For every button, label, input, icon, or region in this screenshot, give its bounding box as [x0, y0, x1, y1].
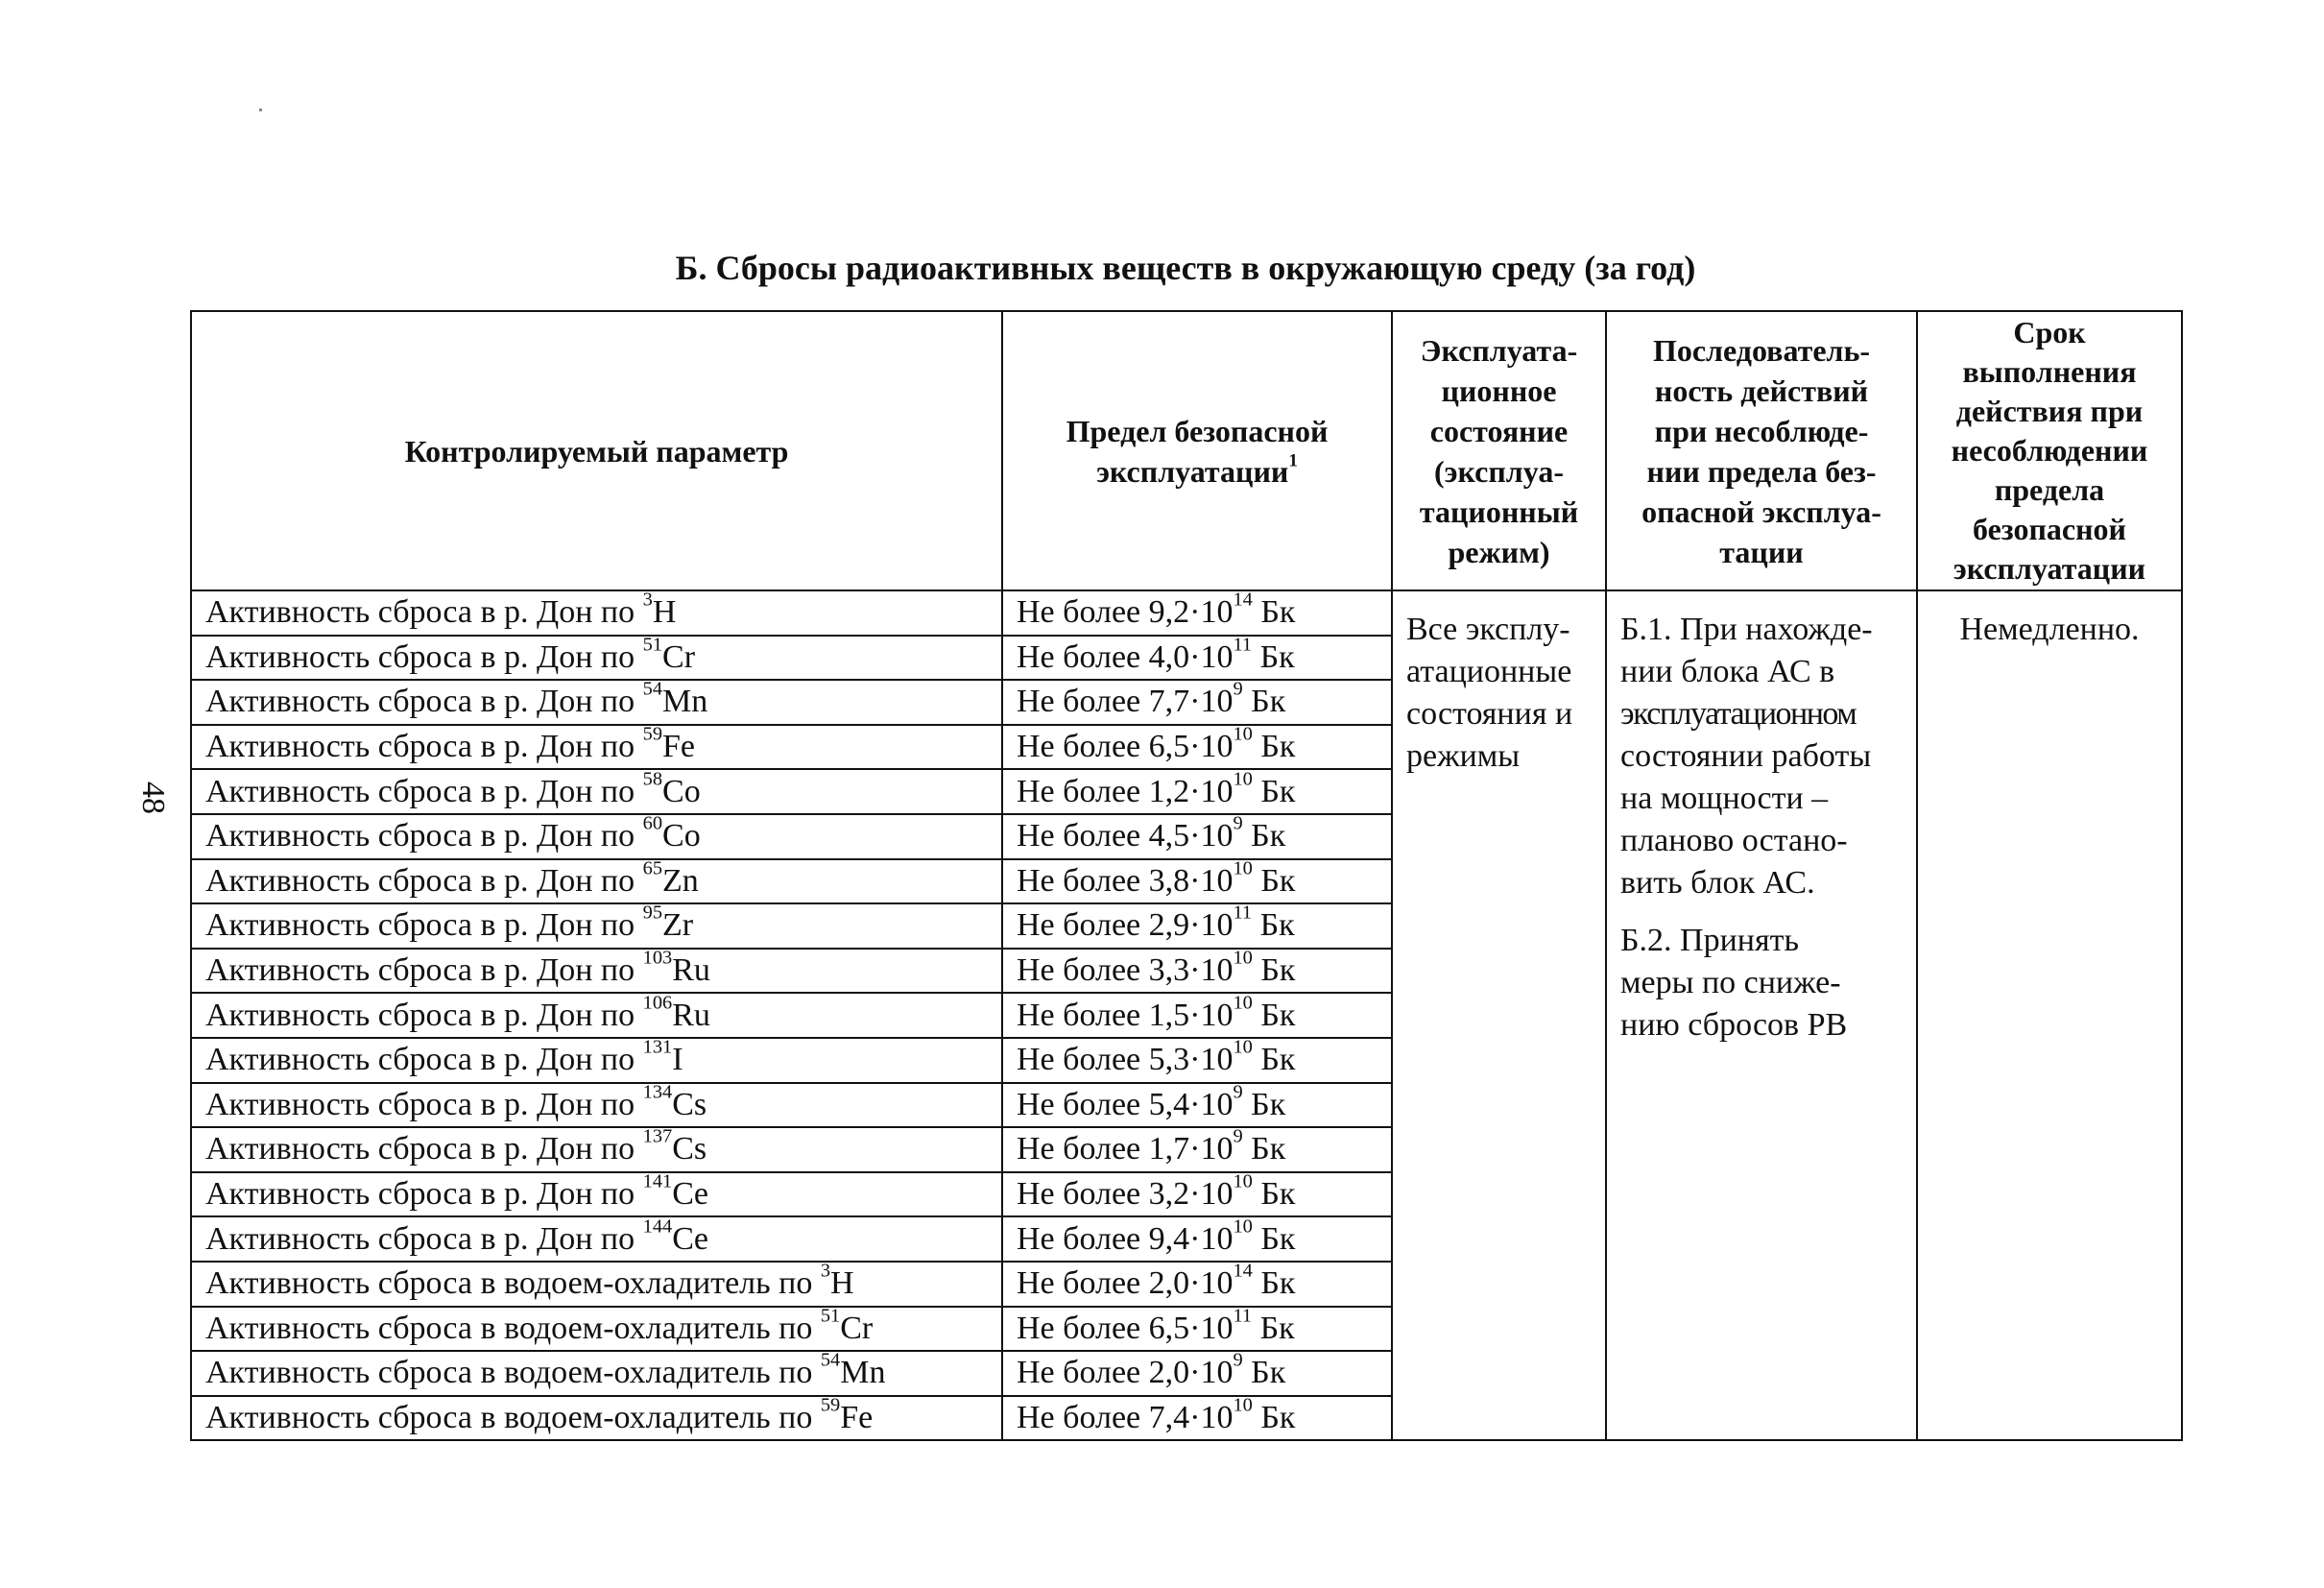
limit-cell: Не более $7,4\cdot 10^{10}$ Бк	[1002, 1396, 1392, 1441]
limit-cell: Не более $4,5\cdot 10^9$ Бк	[1002, 814, 1392, 859]
param-cell: Активность сброса в р. Дон по $^{54}$Mn	[191, 680, 1002, 725]
header-param: Контролируемый параметр	[191, 311, 1002, 590]
operational-state-cell: Все эксплу- атационные состояния и режимы	[1392, 590, 1606, 1440]
param-cell: Активность сброса в р. Дон по $^3$H	[191, 590, 1002, 636]
param-cell: Активность сброса в водоем-охладитель по $^{51}$Cr	[191, 1307, 1002, 1352]
page-title: Б. Сбросы радиоактивных веществ в окружающую среду (за год)	[675, 249, 1696, 287]
param-cell: Активность сброса в р. Дон по $^{131}$I	[191, 1038, 1002, 1083]
limit-cell: Не более $2,0\cdot 10^{14}$ Бк	[1002, 1262, 1392, 1307]
param-cell: Активность сброса в р. Дон по $^{141}$Ce	[191, 1172, 1002, 1217]
limit-cell: Не более $5,4\cdot 10^9$ Бк	[1002, 1083, 1392, 1128]
param-cell: Активность сброса в водоем-охладитель по $^{59}$Fe	[191, 1396, 1002, 1441]
table-row	[191, 590, 2182, 636]
param-cell: Активность сброса в р. Дон по $^{59}$Fe	[191, 725, 1002, 770]
limit-cell: Не более $4,0\cdot 10^{11}$ Бк	[1002, 636, 1392, 681]
header-actions: Последователь- ность действий при несоблюде- нии предела без- опасной эксплуа- тации	[1606, 311, 1917, 590]
param-cell: Активность сброса в р. Дон по $^{60}$Co	[191, 814, 1002, 859]
limit-cell: Не более $1,7\cdot 10^9$ Бк	[1002, 1127, 1392, 1172]
scan-speck	[259, 108, 262, 111]
limit-cell: Не более $3,2\cdot 10^{10}$ Бк	[1002, 1172, 1392, 1217]
header-deadline: Срок выполнения действия при несоблюдении предела безопасной эксплуатации	[1917, 311, 2182, 590]
param-cell: Активность сброса в р. Дон по $^{65}$Zn	[191, 859, 1002, 904]
footnote-marker: 1	[1288, 450, 1298, 471]
limit-cell: Не более $6,5\cdot 10^{10}$ Бк	[1002, 725, 1392, 770]
limit-cell: Не более $2,0\cdot 10^9$ Бк	[1002, 1351, 1392, 1396]
limit-cell: Не более $6,5\cdot 10^{11}$ Бк	[1002, 1307, 1392, 1352]
param-cell: Активность сброса в р. Дон по $^{51}$Cr	[191, 636, 1002, 681]
limit-cell: Не более $1,2\cdot 10^{10}$ Бк	[1002, 769, 1392, 814]
limit-cell: Не более $3,8\cdot 10^{10}$ Бк	[1002, 859, 1392, 904]
limit-cell: Не более $1,5\cdot 10^{10}$ Бк	[1002, 993, 1392, 1038]
param-cell: Активность сброса в р. Дон по $^{106}$Ru	[191, 993, 1002, 1038]
param-cell: Активность сброса в р. Дон по $^{134}$Cs	[191, 1083, 1002, 1128]
header-row	[191, 311, 2182, 590]
limit-cell: Не более $5,3\cdot 10^{10}$ Бк	[1002, 1038, 1392, 1083]
actions-cell	[1606, 590, 1917, 1440]
limit-cell: Не более $2,9\cdot 10^{11}$ Бк	[1002, 903, 1392, 949]
param-cell: Активность сброса в водоем-охладитель по $^{54}$Mn	[191, 1351, 1002, 1396]
param-cell: Активность сброса в р. Дон по $^{144}$Ce	[191, 1216, 1002, 1262]
param-cell: Активность сброса в водоем-охладитель по $^3$H	[191, 1262, 1002, 1307]
limit-cell: Не более $7,7\cdot 10^9$ Бк	[1002, 680, 1392, 725]
limit-cell: Не более $9,4\cdot 10^{10}$ Бк	[1002, 1216, 1392, 1262]
param-cell: Активность сброса в р. Дон по $^{58}$Co	[191, 769, 1002, 814]
limit-cell: Не более $3,3\cdot 10^{10}$ Бк	[1002, 949, 1392, 994]
param-cell: Активность сброса в р. Дон по $^{95}$Zr	[191, 903, 1002, 949]
header-state: Эксплуата- ционное состояние (эксплуа- тационный режим)	[1392, 311, 1606, 590]
action-b2: Б.2. Принять меры по сниже- нию сбросов РВ	[1620, 923, 1848, 1043]
action-b1: Б.1. При нахожде- нии блока АС в эксплуатационном состоянии работы на мощности – планово остано- вить блок АС.	[1620, 612, 1873, 901]
header-limit: Предел безопасной эксплуатации$^1$	[1002, 311, 1392, 590]
param-cell: Активность сброса в р. Дон по $^{137}$Cs	[191, 1127, 1002, 1172]
discharge-limits-table	[190, 310, 2183, 1441]
page-number: 48	[135, 782, 171, 814]
deadline-cell: Немедленно.	[1917, 590, 2182, 1440]
param-cell: Активность сброса в р. Дон по $^{103}$Ru	[191, 949, 1002, 994]
limit-cell: Не более $9,2\cdot 10^{14}$ Бк	[1002, 590, 1392, 636]
